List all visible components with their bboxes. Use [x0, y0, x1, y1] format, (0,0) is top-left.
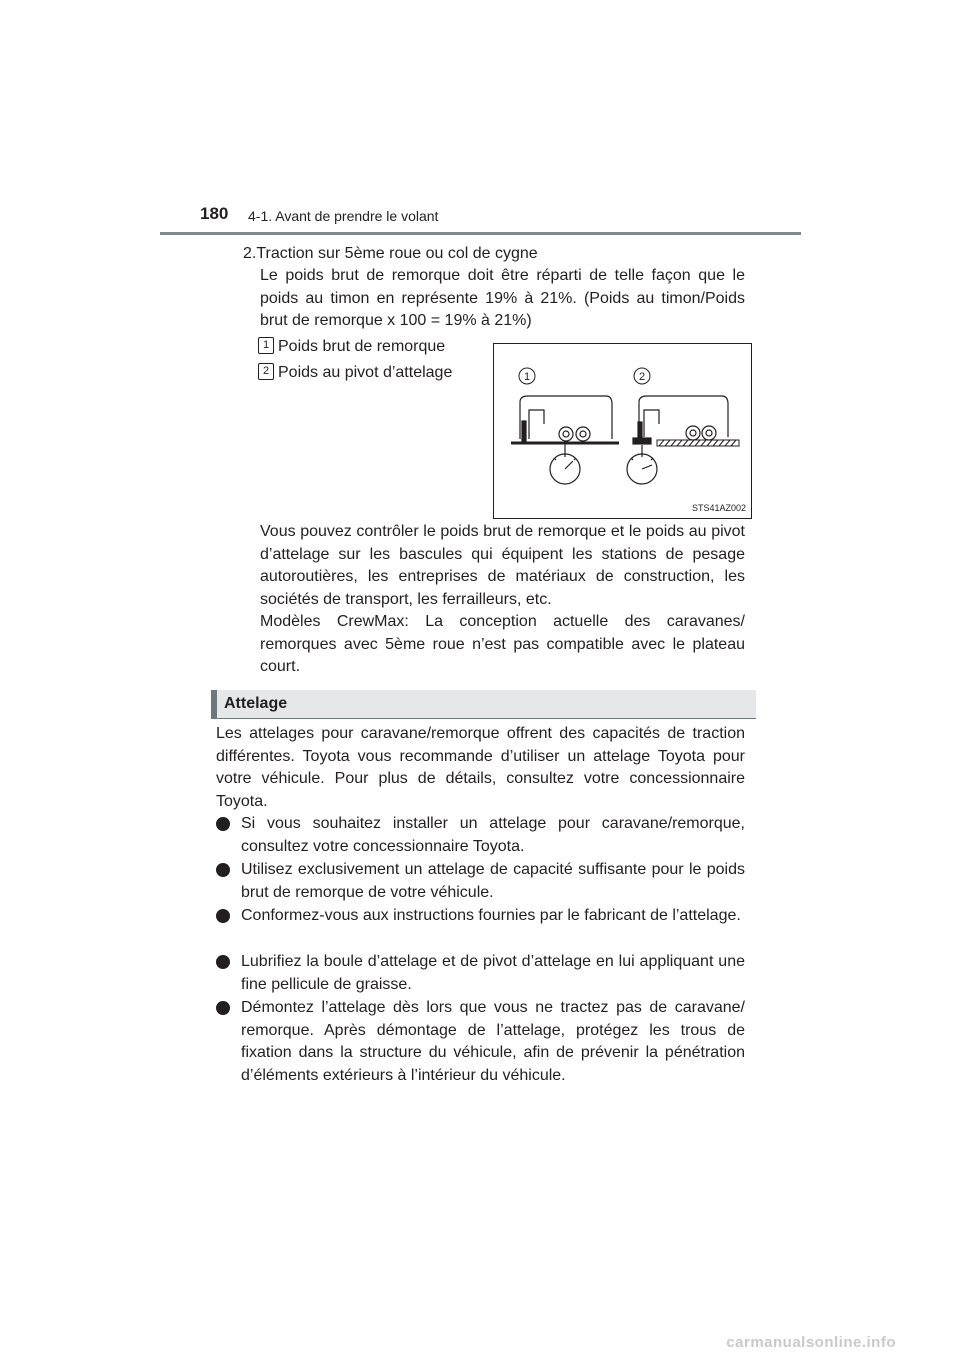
- paragraph-weight-distribution: Le poids brut de remorque doit être réparti de telle façon que le poids au timon en représente 19% à 21%. (Poids au timon/Poids brut de remorque x 100 = 19% à 21%): [260, 267, 745, 330]
- scale-dial-right: [627, 445, 657, 484]
- figure-marker-2: [634, 368, 650, 384]
- list-item: [216, 813, 745, 858]
- trailer-weight-illustration: [493, 343, 752, 519]
- list-item-text: Démontez l’attelage dès lors que vous ne tractez pas de caravane/ remorque. Après démontage de l’attelage, protégez les trous de fixation dans la structure du véhicule, afin de prévenir la pénétration d’éléments extérieurs à l’intérieur du véhicule.: [241, 999, 745, 1084]
- watermark: carmanualsonline.info: [726, 1334, 896, 1351]
- scale-dial-left: [550, 444, 580, 484]
- figure-marker-2-text: 2: [638, 371, 646, 383]
- bullet-icon: [216, 863, 230, 877]
- list-item-text: Utilisez exclusivement un attelage de capacité suffisante pour le poids brut de remorque de votre véhicule.: [241, 861, 745, 901]
- page-number: 180: [200, 204, 229, 223]
- legend-number-1: 1: [258, 337, 274, 354]
- bullet-icon: [216, 909, 230, 923]
- paragraph-weighing-stations: Vous pouvez contrôler le poids brut de remorque et le poids au pivot d’attelage sur les bascules qui équipent les stations de pesage autoroutières, les entreprises de matériaux de construction, les sociétés de transport, les ferrailleurs, etc.: [260, 523, 745, 608]
- attelage-heading-rule: [211, 718, 756, 719]
- legend-label-1: Poids brut de remorque: [278, 338, 446, 355]
- trailer-left: [511, 396, 619, 443]
- list-item-text: Conformez-vous aux instructions fournies par le fabricant de l’attelage.: [241, 907, 741, 924]
- section-header: 4-1. Avant de prendre le volant: [248, 208, 439, 224]
- figure-marker-1-text: 1: [523, 371, 531, 383]
- trailer-scales-drawing: [494, 344, 751, 518]
- list-item-text: Si vous souhaitez installer un attelage pour caravane/remorque, consultez votre concessionnaire Toyota.: [241, 815, 745, 855]
- figure-code: STS41AZ002: [691, 503, 746, 513]
- bullet-icon: [216, 817, 230, 831]
- bullet-icon: [216, 1001, 230, 1015]
- list-item: [216, 997, 745, 1087]
- attelage-intro: Les attelages pour caravane/remorque offrent des capacités de traction différentes. Toyota vous recommande d’utiliser un attelage Toyota pour votre véhicule. Pour plus de détails, consultez votre concessionnaire Toyota.: [216, 725, 745, 810]
- paragraph-crewmax-note: Modèles CrewMax: La conception actuelle des caravanes/ remorques avec 5ème roue n’est pas compatible avec le plateau court.: [260, 613, 745, 676]
- list-item: [216, 951, 745, 996]
- trailer-right: [633, 396, 728, 444]
- bullet-icon: [216, 955, 230, 969]
- list-item-text: Lubrifiez la boule d’attelage et de pivot d’attelage en lui appliquant une fine pellicule de graisse.: [241, 953, 745, 993]
- list-item: [216, 859, 745, 904]
- list-item: [216, 905, 745, 928]
- header-rule: [160, 232, 801, 235]
- attelage-heading: Attelage: [224, 695, 288, 712]
- ground-hatch: [657, 440, 739, 446]
- legend-label-2: Poids au pivot d’attelage: [278, 364, 453, 381]
- attelage-heading-bar: [211, 690, 756, 718]
- legend-number-2: 2: [258, 363, 274, 380]
- figure-marker-1: [519, 368, 535, 384]
- subheading: 2.Traction sur 5ème roue ou col de cygne: [243, 245, 538, 262]
